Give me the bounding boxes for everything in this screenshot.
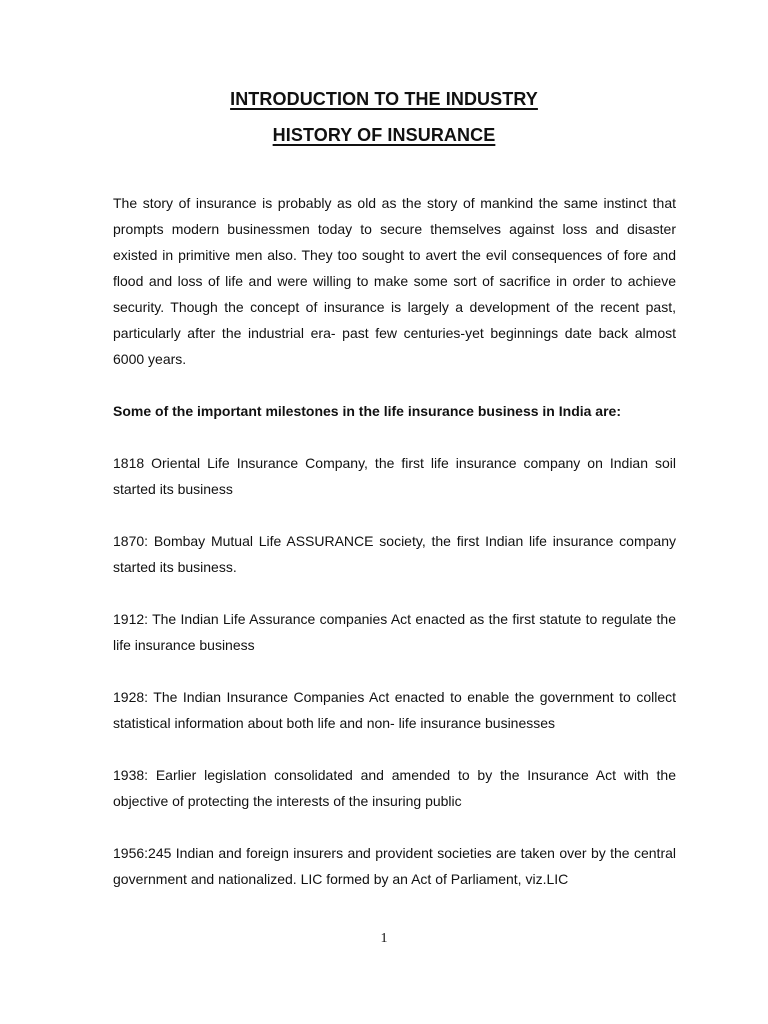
page-number: 1 (380, 931, 388, 946)
milestone-item: 1818 Oriental Life Insurance Company, the first life insurance company on Indian soil started its business (113, 455, 676, 497)
milestone-item: 1912: The Indian Life Assurance companies Act enacted as the first statute to regulate the life insurance business (113, 611, 676, 653)
milestone-item: 1938: Earlier legislation consolidated and amended to by the Insurance Act with the objective of protecting the interests of the insuring public (113, 767, 676, 809)
milestones-heading: Some of the important milestones in the life insurance business in India are: (113, 403, 621, 419)
page-title: INTRODUCTION TO THE INDUSTRY (230, 89, 538, 109)
milestone-item: 1870: Bombay Mutual Life ASSURANCE society, the first Indian life insurance company started its business. (113, 533, 676, 575)
milestone-item: 1956:245 Indian and foreign insurers and provident societies are taken over by the central government and nationalized. LIC formed by an Act of Parliament, viz.LIC (113, 845, 676, 887)
milestone-item: 1928: The Indian Insurance Companies Act enacted to enable the government to collect statistical information about both life and non- life insurance businesses (113, 689, 676, 731)
intro-paragraph: The story of insurance is probably as old as the story of mankind the same instinct that prompts modern businessmen today to secure themselves against loss and disaster existed in primitive men also. They too sought to avert the evil consequences of fore and flood and loss of life and were willing to make some sort of sacrifice in order to achieve security. Though the concept of insurance is largely a development of the recent past, particularly after the industrial era- past few centuries-yet beginnings date back almost 6000 years. (113, 195, 676, 367)
section-title: HISTORY OF INSURANCE (272, 125, 496, 145)
